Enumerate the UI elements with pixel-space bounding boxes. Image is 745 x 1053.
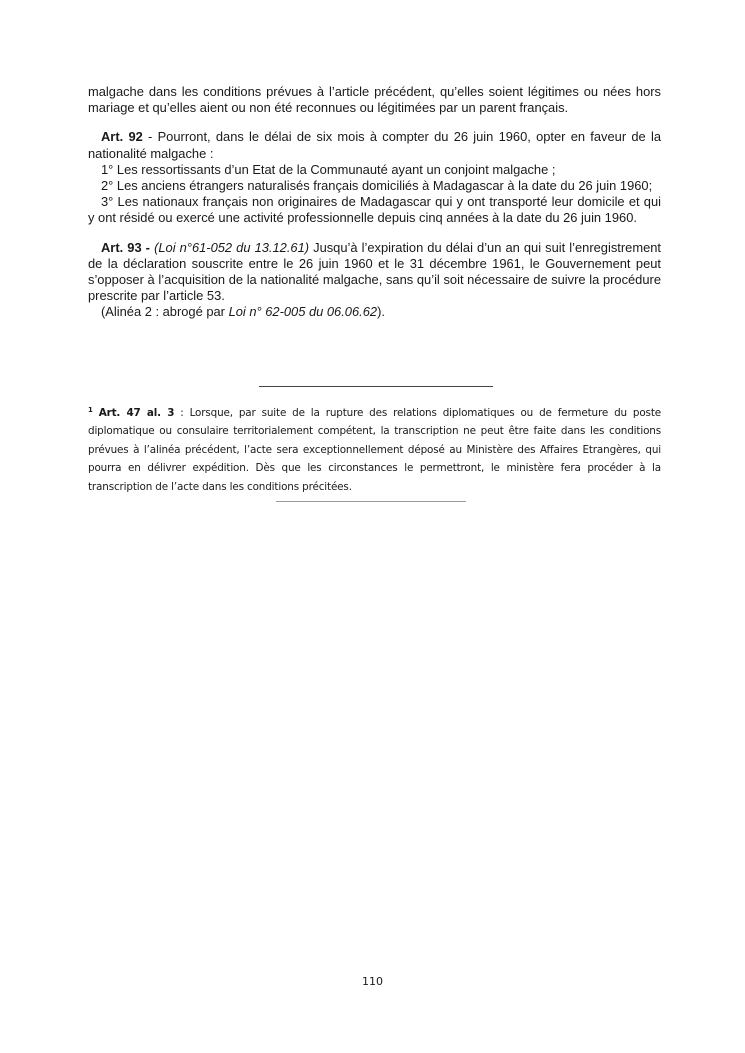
page-number: 110	[362, 975, 383, 988]
article-92-text: - Pourront, dans le délai de six mois à compter du 26 juin 1960, opter en faveur de la nationalité malgache :	[88, 129, 662, 161]
alinea-law-reference: Loi n° 62-005 du 06.06.62	[228, 304, 378, 320]
footnote-end-separator	[276, 501, 466, 502]
article-92-item-2: 2° Les anciens étrangers naturalisés français domiciliés à Madagascar à la date du 26 juin 1960;	[101, 178, 653, 194]
footnote-label: Art. 47 al. 3	[98, 407, 175, 419]
footnote	[88, 404, 661, 496]
article-92-item-3: 3° Les nationaux français non originaires de Madagascar qui y ont transporté leur domicile et qui y ont résidé ou exercé une activité professionnelle depuis cinq années à la date du 26 juin 1960.	[88, 194, 661, 226]
article-92-paragraph	[88, 129, 661, 161]
article-93-alinea: (Alinéa 2 : abrogé par Loi n° 62-005 du 06.06.62).	[101, 304, 385, 320]
article-92-item-1: 1° Les ressortissants d’un Etat de la Communauté ayant un conjoint malgache ;	[101, 161, 556, 177]
article-93-text: Jusqu’à l’expiration du délai d’un an qui suit l’enregistrement de la déclaration souscrite entre le 26 juin 1960 et le 31 décembre 1961, le Gouvernement peut s’opposer à l’acquisition de la nationalité malgache, sans qu’il soit nécessaire de suivre la procédure prescrite par l’article 53.	[88, 239, 661, 304]
intro-paragraph: malgache dans les conditions prévues à l’article précédent, qu’elles soient légitimes ou nées hors mariage et qu’elles aient ou non été reconnues ou légitimées par un parent français.	[88, 84, 661, 116]
footnote-text: : Lorsque, par suite de la rupture des relations diplomatiques ou de fermeture du poste diplomatique ou consulaire territorialement compétent, la transcription ne peut être faite dans les conditions prévues à l’alinéa précédent, l’acte sera exceptionnellement déposé au Ministère des Affaires Etrangères, qui pourra en délivrer expédition. Dès que les circonstances le permettront, le ministère fera procéder à la transcription de l’acte dans les conditions précitées.	[88, 407, 661, 493]
footnote-separator	[259, 386, 493, 387]
article-93-paragraph	[88, 240, 661, 305]
article-93-reference: (Loi n°61-052 du 13.12.61)	[154, 239, 310, 255]
article-93-label: Art. 93 -	[101, 239, 150, 255]
footnote-marker: 1	[88, 406, 93, 414]
article-92-label: Art. 92	[101, 129, 143, 145]
document-body	[88, 84, 661, 321]
